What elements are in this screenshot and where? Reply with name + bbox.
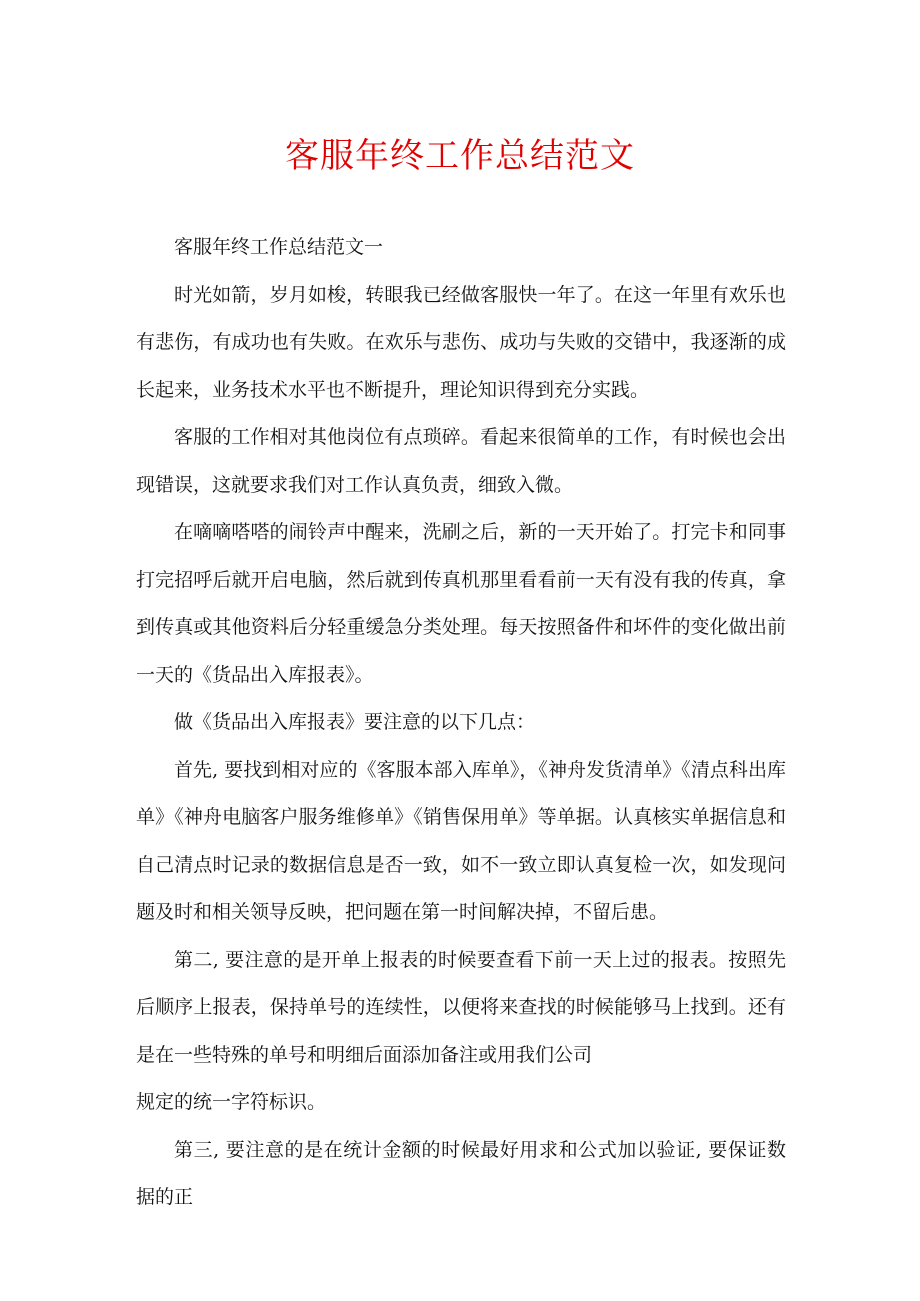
paragraph: 首先, 要找到相对应的《客服本部入库单》，《神舟发货清单》《清点科出库单》《神舟电脑客户服务维修单》《销售保用单》等单据。认真核实单据信息和自己清点时记录的数据信息是否一致，如不一致立即认真复检一次，如发现问题及时和相关领导反映，把问题在第一时间解决掉，不留后患。	[136, 758, 786, 923]
paragraph: 时光如箭，岁月如梭，转眼我已经做客服快一年了。在这一年里有欢乐也有悲伤，有成功也有失败。在欢乐与悲伤、成功与失败的交错中，我逐渐的成长起来，业务技术水平也不断提升，理论知识得到充分实践。	[136, 283, 786, 401]
document-title: 客服年终工作总结范文	[285, 136, 635, 176]
paragraph: 做《货品出入库报表》要注意的以下几点：	[174, 711, 536, 733]
section-heading: 客服年终工作总结范文一	[174, 236, 384, 258]
paragraph: 客服的工作相对其他岗位有点琐碎。看起来很简单的工作，有时候也会出现错误，这就要求我们对工作认真负责，细致入微。	[136, 426, 786, 496]
paragraph: 在嘀嘀嗒嗒的闹铃声中醒来，洗刷之后，新的一天开始了。打完卡和同事打完招呼后就开启电脑，然后就到传真机那里看看前一天有没有我的传真，拿到传真或其他资料后分轻重缓急分类处理。每天按照备件和坏件的变化做出前一天的《货品出入库报表》。	[136, 521, 786, 686]
paragraph: 第三, 要注意的是在统计金额的时候最好用求和公式加以验证, 要保证数据的正	[136, 1138, 786, 1208]
paragraph: 第二, 要注意的是开单上报表的时候要查看下前一天上过的报表。按照先后顺序上报表，保持单号的连续性，以便将来查找的时候能够马上找到。还有是在一些特殊的单号和明细后面添加备注或用我们公司	[136, 948, 786, 1066]
paragraph-continuation: 规定的统一字符标识。	[136, 1091, 327, 1113]
document-body	[136, 224, 786, 1222]
